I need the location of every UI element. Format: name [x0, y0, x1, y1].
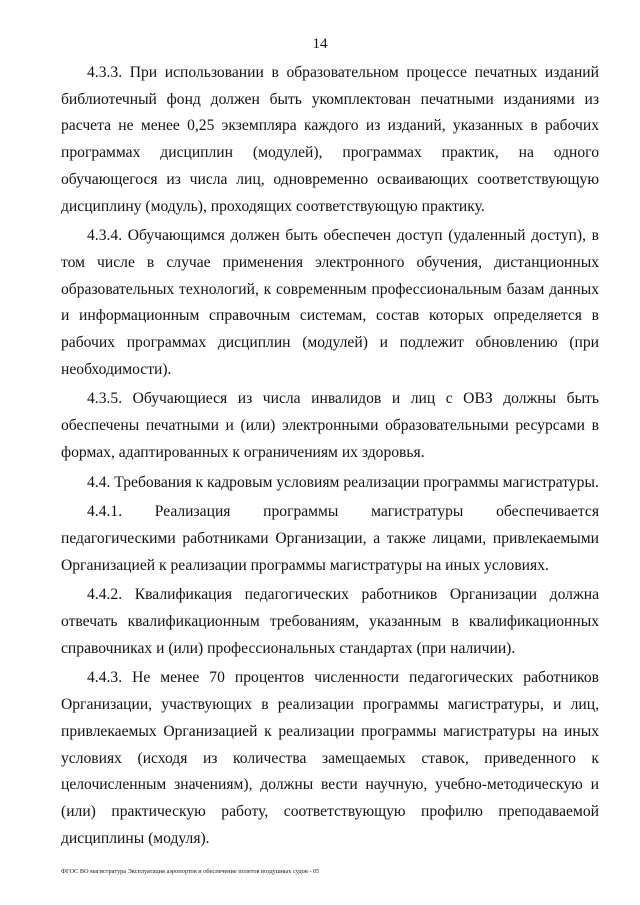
- paragraph-4-3-3: 4.3.3. При использовании в образовательном процессе печатных изданий библиотечный фонд должен быть укомплектован печатными изданиями из расчета не менее 0,25 экземпляра каждого из изданий, указанных в рабочих программах дисциплин (модулей), программах практик, на одного обучающегося из числа лиц, одновременно осваивающих соответствующую дисциплину (модуль), проходящих соответствующую практику.: [61, 64, 599, 215]
- paragraph-4-4-3: 4.4.3. Не менее 70 процентов численности педагогических работников Организации, участвующих в реализации программы магистратуры, и лиц, привлекаемых Организацией к реализации программы магистратуры на иных условиях (исходя из количества замещаемых ставок, приведенного к целочисленным значениям), должны вести научную, учебно-методическую и (или) практическую работу, соответствующую профилю преподаваемой дисциплины (модуля).: [61, 669, 599, 847]
- paragraph-4-3-5: 4.3.5. Обучающиеся из числа инвалидов и лиц с ОВЗ должны быть обеспечены печатными и (или) электронными образовательными ресурсами в формах, адаптированных к ограничениям их здоровья.: [61, 390, 599, 461]
- section-heading-4-4: 4.4. Требования к кадровым условиям реализации программы магистратуры.: [87, 473, 599, 491]
- page-number: 14: [312, 36, 328, 52]
- paragraph-4-4-2: 4.4.2. Квалификация педагогических работников Организации должна отвечать квалификационным требованиям, указанным в квалификационных справочниках и (или) профессиональных стандартах (при наличии).: [61, 586, 599, 657]
- page-footer: ФГОС ВО магистратура Эксплуатация аэропортов и обеспечение полетов воздушных судов - 05: [61, 868, 320, 875]
- document-body: [61, 60, 599, 855]
- paragraph-4-4-1: 4.4.1. Реализация программы магистратуры обеспечивается педагогическими работниками Организации, а также лицами, привлекаемыми Организацией к реализации программы магистратуры на иных условиях.: [61, 503, 599, 574]
- paragraph-4-3-4: 4.3.4. Обучающимся должен быть обеспечен доступ (удаленный доступ), в том числе в случае применения электронного обучения, дистанционных образовательных технологий, к современным профессиональным базам данных и информационным справочным системам, состав которых определяется в рабочих программах дисциплин (модулей) и подлежит обновлению (при необходимости).: [61, 227, 599, 378]
